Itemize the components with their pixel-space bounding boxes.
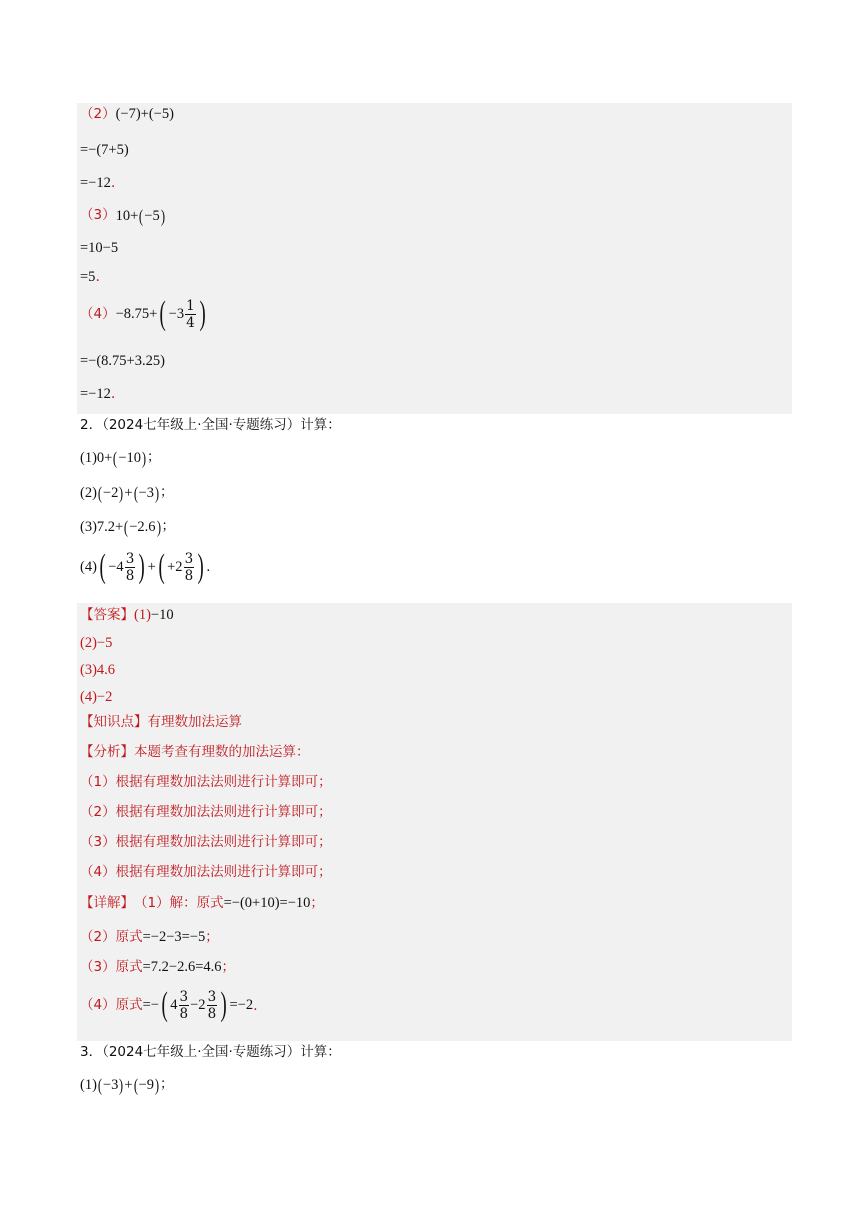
detail-label: （3）原式 xyxy=(80,958,143,975)
left-paren: ( xyxy=(158,548,165,586)
prev-part4-step: =−(8.75+3.25) xyxy=(80,353,165,369)
math-result: =−12 xyxy=(80,175,111,191)
left-paren: ( xyxy=(133,1075,138,1095)
math-expression: =7.2−2.6=4.6 xyxy=(142,959,222,975)
q3-sub1 xyxy=(80,1076,173,1094)
mixed-whole: 4 xyxy=(170,997,178,1014)
left-paren: ( xyxy=(124,517,129,537)
detail-line-3 xyxy=(80,960,235,975)
detail-label: （2）原式 xyxy=(80,928,143,945)
prev-part3-result xyxy=(80,270,100,285)
q2-sub4 xyxy=(80,548,211,586)
analysis-item-1: （1）根据有理数加法法则进行计算即可； xyxy=(80,774,332,790)
part-label: （4） xyxy=(80,305,116,322)
left-paren: ( xyxy=(161,986,168,1024)
left-paren: ( xyxy=(159,295,167,333)
sub-label: (1) xyxy=(134,607,151,623)
part-label: （3） xyxy=(80,207,116,224)
knowledge-point xyxy=(80,716,242,730)
math-result: =−12 xyxy=(80,386,111,402)
math-expression: −8.75+ xyxy=(115,306,158,323)
q2-sub3 xyxy=(80,518,175,536)
math-expression: −10 xyxy=(118,449,142,466)
math-expression: =− xyxy=(142,997,159,1014)
prev-part2-expression xyxy=(80,107,174,122)
previous-solution-block xyxy=(77,103,792,414)
math-expression: −5 xyxy=(144,207,160,224)
fraction xyxy=(125,552,136,583)
numerator: 3 xyxy=(179,989,189,1005)
mixed-whole: −3 xyxy=(168,306,185,323)
fraction xyxy=(207,990,218,1021)
right-paren: ) xyxy=(119,1075,124,1095)
detail-line-4 xyxy=(80,986,258,1024)
denominator: 8 xyxy=(207,1006,217,1023)
analysis-item-2: （2）根据有理数加法法则进行计算即可； xyxy=(80,804,332,820)
answer-solution-block xyxy=(77,603,792,1041)
mixed-whole: −4 xyxy=(108,559,124,576)
period: . xyxy=(253,997,258,1014)
sub-label: (2) xyxy=(80,484,97,501)
right-paren: ) xyxy=(160,206,165,226)
mixed-whole: −2 xyxy=(190,997,206,1014)
right-paren: ) xyxy=(199,295,206,333)
right-paren: ) xyxy=(156,517,161,537)
detail-label: （4）原式 xyxy=(80,996,143,1013)
math-expression: 10+ xyxy=(115,207,139,224)
prev-part3-step: =10−5 xyxy=(80,240,119,256)
sub-label: (4) xyxy=(80,559,97,576)
question-3-header: 3．（2024七年级上·全国·专题练习）计算： xyxy=(80,1044,341,1060)
left-paren: ( xyxy=(97,1075,103,1095)
right-paren: ) xyxy=(154,1075,160,1095)
period: . xyxy=(110,386,116,403)
q2-sub1 xyxy=(80,449,161,467)
math-expression: 7.2+ xyxy=(96,518,124,535)
math-result: =5 xyxy=(80,269,96,285)
detail-line-1 xyxy=(80,896,324,911)
sub-label: (1) xyxy=(80,449,97,466)
math-expression: 0+ xyxy=(96,449,113,466)
math-expression: =−(0+10)=−10 xyxy=(223,895,311,911)
analysis-text: 本题考查有理数的加法运算： xyxy=(134,744,310,760)
fraction xyxy=(179,990,190,1021)
math-expression: −3 xyxy=(102,1076,119,1093)
mixed-whole: +2 xyxy=(167,559,183,576)
sub-label: (1) xyxy=(80,1076,97,1093)
semicolon: ； xyxy=(205,928,219,945)
question-2-header: 2．（2024七年级上·全国·专题练习）计算： xyxy=(80,417,341,433)
answer-line-3: (3)4.6 xyxy=(80,662,116,678)
period: . xyxy=(110,175,116,192)
denominator: 8 xyxy=(125,568,135,585)
answer-line-1 xyxy=(80,608,174,623)
right-paren: ) xyxy=(220,986,227,1024)
left-paren: ( xyxy=(113,448,118,468)
math-expression: −2.6 xyxy=(129,518,156,535)
semicolon: ； xyxy=(147,449,161,466)
prev-part2-result xyxy=(80,176,115,191)
denominator: 4 xyxy=(186,315,195,332)
numerator: 1 xyxy=(186,298,195,314)
fraction xyxy=(184,552,195,583)
left-paren: ( xyxy=(99,548,106,586)
prev-part3-expression xyxy=(80,207,166,225)
detail-line-2 xyxy=(80,930,219,945)
denominator: 8 xyxy=(179,1006,189,1023)
semicolon: ； xyxy=(159,1076,174,1093)
answer-line-4: (4)−2 xyxy=(80,689,113,705)
math-expression: (−7)+(−5) xyxy=(115,106,174,122)
left-paren: ( xyxy=(139,206,144,226)
knowledge-text: 有理数加法运算 xyxy=(147,714,242,730)
analysis-item-3: （3）根据有理数加法法则进行计算即可； xyxy=(80,834,332,850)
analysis-tag: 【分析】 xyxy=(80,744,134,760)
plus-sign: + xyxy=(147,559,156,576)
math-expression: −2 xyxy=(102,484,119,501)
numerator: 3 xyxy=(184,551,194,567)
math-expression: −3 xyxy=(138,484,154,501)
detail-tag: 【详解】 xyxy=(80,894,134,911)
math-expression: −9 xyxy=(138,1076,154,1093)
analysis-item-4: （4）根据有理数加法法则进行计算即可； xyxy=(80,864,332,880)
prev-part4-result xyxy=(80,387,115,402)
part-label: （2） xyxy=(80,105,116,122)
knowledge-tag: 【知识点】 xyxy=(80,714,148,730)
left-paren: ( xyxy=(97,483,103,503)
left-paren: ( xyxy=(133,483,138,503)
math-expression: =−2−3=−5 xyxy=(142,929,206,945)
prev-part2-step: =−(7+5) xyxy=(80,142,129,158)
numerator: 3 xyxy=(125,551,135,567)
plus-sign: + xyxy=(124,484,133,501)
right-paren: ) xyxy=(138,548,146,586)
answer-tag: 【答案】 xyxy=(80,606,134,623)
denominator: 8 xyxy=(184,568,194,585)
right-paren: ) xyxy=(119,483,124,503)
period: . xyxy=(206,559,211,576)
answer-line-2: (2)−5 xyxy=(80,635,113,651)
answer-value: −10 xyxy=(150,607,174,623)
period: . xyxy=(95,269,100,286)
semicolon: ； xyxy=(159,484,174,501)
numerator: 3 xyxy=(207,989,217,1005)
plus-sign: + xyxy=(124,1076,133,1093)
prev-part4-expression xyxy=(80,295,208,333)
fraction xyxy=(185,299,196,330)
semicolon: ； xyxy=(310,894,324,911)
sub-label: (3) xyxy=(80,518,97,535)
analysis-intro xyxy=(80,746,310,760)
right-paren: ) xyxy=(197,548,204,586)
math-result: =−2 xyxy=(229,997,254,1014)
semicolon: ； xyxy=(221,958,236,975)
q2-sub2 xyxy=(80,484,173,502)
semicolon: ； xyxy=(161,518,176,535)
detail-label: （1）解：原式 xyxy=(134,894,224,911)
right-paren: ) xyxy=(141,448,147,468)
right-paren: ) xyxy=(154,483,160,503)
